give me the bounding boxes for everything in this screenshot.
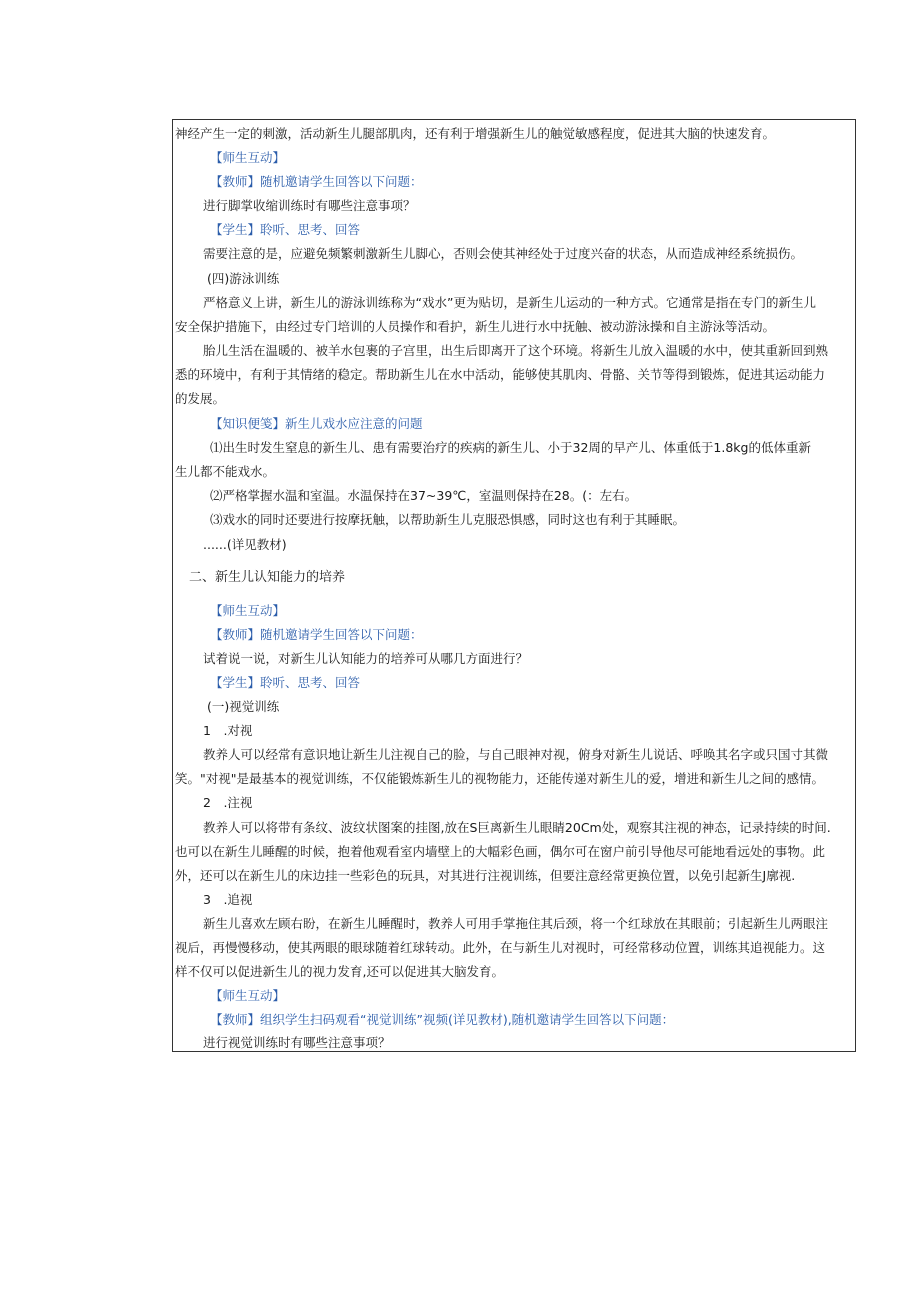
interaction-heading: 【师生互动】: [210, 603, 286, 618]
body-text-line: 神经产生一定的刺激，活动新生儿腿部肌肉，还有利于增强新生儿的触觉敏感程度，促进其大脑的快速发育。: [175, 126, 776, 141]
section-heading: 二、新生儿认知能力的培养: [189, 570, 346, 585]
body-text-line: 也可以在新生儿睡醒的时候，抱着他观看室内墙壁上的大幅彩色画，偶尔可在窗户前引导他尽可能地看远处的事物。此: [175, 844, 826, 859]
body-text-line: 安全保护措施下，由经过专门培训的人员操作和看护，新生儿进行水中抚触、被动游泳操和自主游泳等活动。: [175, 319, 776, 334]
teacher-prompt: 【教师】组织学生扫码观看“视觉训练”视频(详见教材),随机邀请学生回答以下问题：: [210, 1012, 675, 1027]
body-text-line: 胎儿生活在温暖的、被羊水包裹的子宫里，出生后即离开了这个环境。将新生儿放入温暖的水中，使其重新回到熟: [203, 343, 829, 358]
note-item: ⑵严格掌握水温和室温。水温保持在37~39℃，室温则保持在28。(：左右。: [210, 488, 638, 503]
interaction-heading: 【师生互动】: [210, 150, 286, 165]
question-text: 进行脚掌收缩训练时有哪些注意事项？: [203, 198, 416, 213]
knowledge-note-heading: 【知识便笺】新生儿戏水应注意的问题: [210, 416, 423, 431]
item-heading: 1 .对视: [203, 723, 253, 738]
question-text: 试着说一说，对新生儿认知能力的培养可从哪几方面进行？: [203, 651, 529, 666]
teacher-prompt: 【教师】随机邀请学生回答以下问题：: [210, 174, 423, 189]
body-text-line: 的发展。: [175, 391, 226, 406]
body-text-line: 视后，再慢慢移动，使其两眼的眼球随着红球转动。此外，在与新生儿对视时，可经常移动位置，训练其追视能力。这: [175, 940, 826, 955]
body-text-line: 新生儿喜欢左顾右盼，在新生儿睡醒时，教养人可用手掌拖住其后颈，将一个红球放在其眼前；引起新生儿两眼注: [203, 916, 829, 931]
body-text-line: 教养人可以经常有意识地让新生儿注视自己的脸，与自己眼神对视，俯身对新生儿说话、呼唤其名字或只国寸其微: [203, 747, 829, 762]
body-text-line: 笑。"对视"是最基本的视觉训练，不仅能锻炼新生儿的视物能力，还能传递对新生儿的爱，增进和新生儿之间的感情。: [175, 771, 825, 786]
subsection-heading: (一)视觉训练: [207, 699, 280, 714]
note-item: ⑶戏水的同时还要进行按摩抚触，以帮助新生儿克服恐惧感，同时这也有利于其睡眠。: [210, 512, 686, 527]
item-heading: 2 .注视: [203, 795, 253, 810]
subsection-heading: (四)游泳训练: [207, 271, 280, 286]
body-text-line: 样不仅可以促进新生儿的视力发育,还可以促进其大脑发育。: [175, 964, 504, 979]
body-text-line: 教养人可以将带有条纹、波纹状图案的挂图,放在S巨离新生儿眼睛20Cm处，观察其注视的神态，记录持续的时间.: [203, 820, 831, 835]
interaction-heading: 【师生互动】: [210, 988, 286, 1003]
see-textbook: ......(详见教材): [203, 537, 287, 552]
body-text-line: 严格意义上讲，新生儿的游泳训练称为“戏水”更为贴切，是新生儿运动的一种方式。它通常是指在专门的新生儿: [203, 295, 816, 310]
body-text-line: 需要注意的是，应避免频繁刺激新生儿脚心，否则会使其神经处于过度兴奋的状态，从而造成神经系统损伤。: [203, 246, 804, 261]
note-item: 生儿都不能戏水。: [175, 464, 276, 479]
question-text: 进行视觉训练时有哪些注意事项？: [203, 1035, 391, 1050]
item-heading: 3 .追视: [203, 892, 253, 907]
student-response: 【学生】聆听、思考、回答: [210, 675, 361, 690]
body-text-line: 悉的环境中，有利于其情绪的稳定。帮助新生儿在水中活动，能够使其肌肉、骨骼、关节等得到锻炼，促进其运动能力: [175, 367, 826, 382]
student-response: 【学生】聆听、思考、回答: [210, 222, 361, 237]
teacher-prompt: 【教师】随机邀请学生回答以下问题：: [210, 627, 423, 642]
note-item: ⑴出生时发生窒息的新生儿、患有需要治疗的疾病的新生儿、小于32周的早产儿、体重低于1.8kg的低体重新: [210, 440, 811, 455]
body-text-line: 外，还可以在新生儿的床边挂一些彩色的玩具，对其进行注视训练，但要注意经常更换位置，以免引起新生J廓视.: [175, 868, 796, 883]
